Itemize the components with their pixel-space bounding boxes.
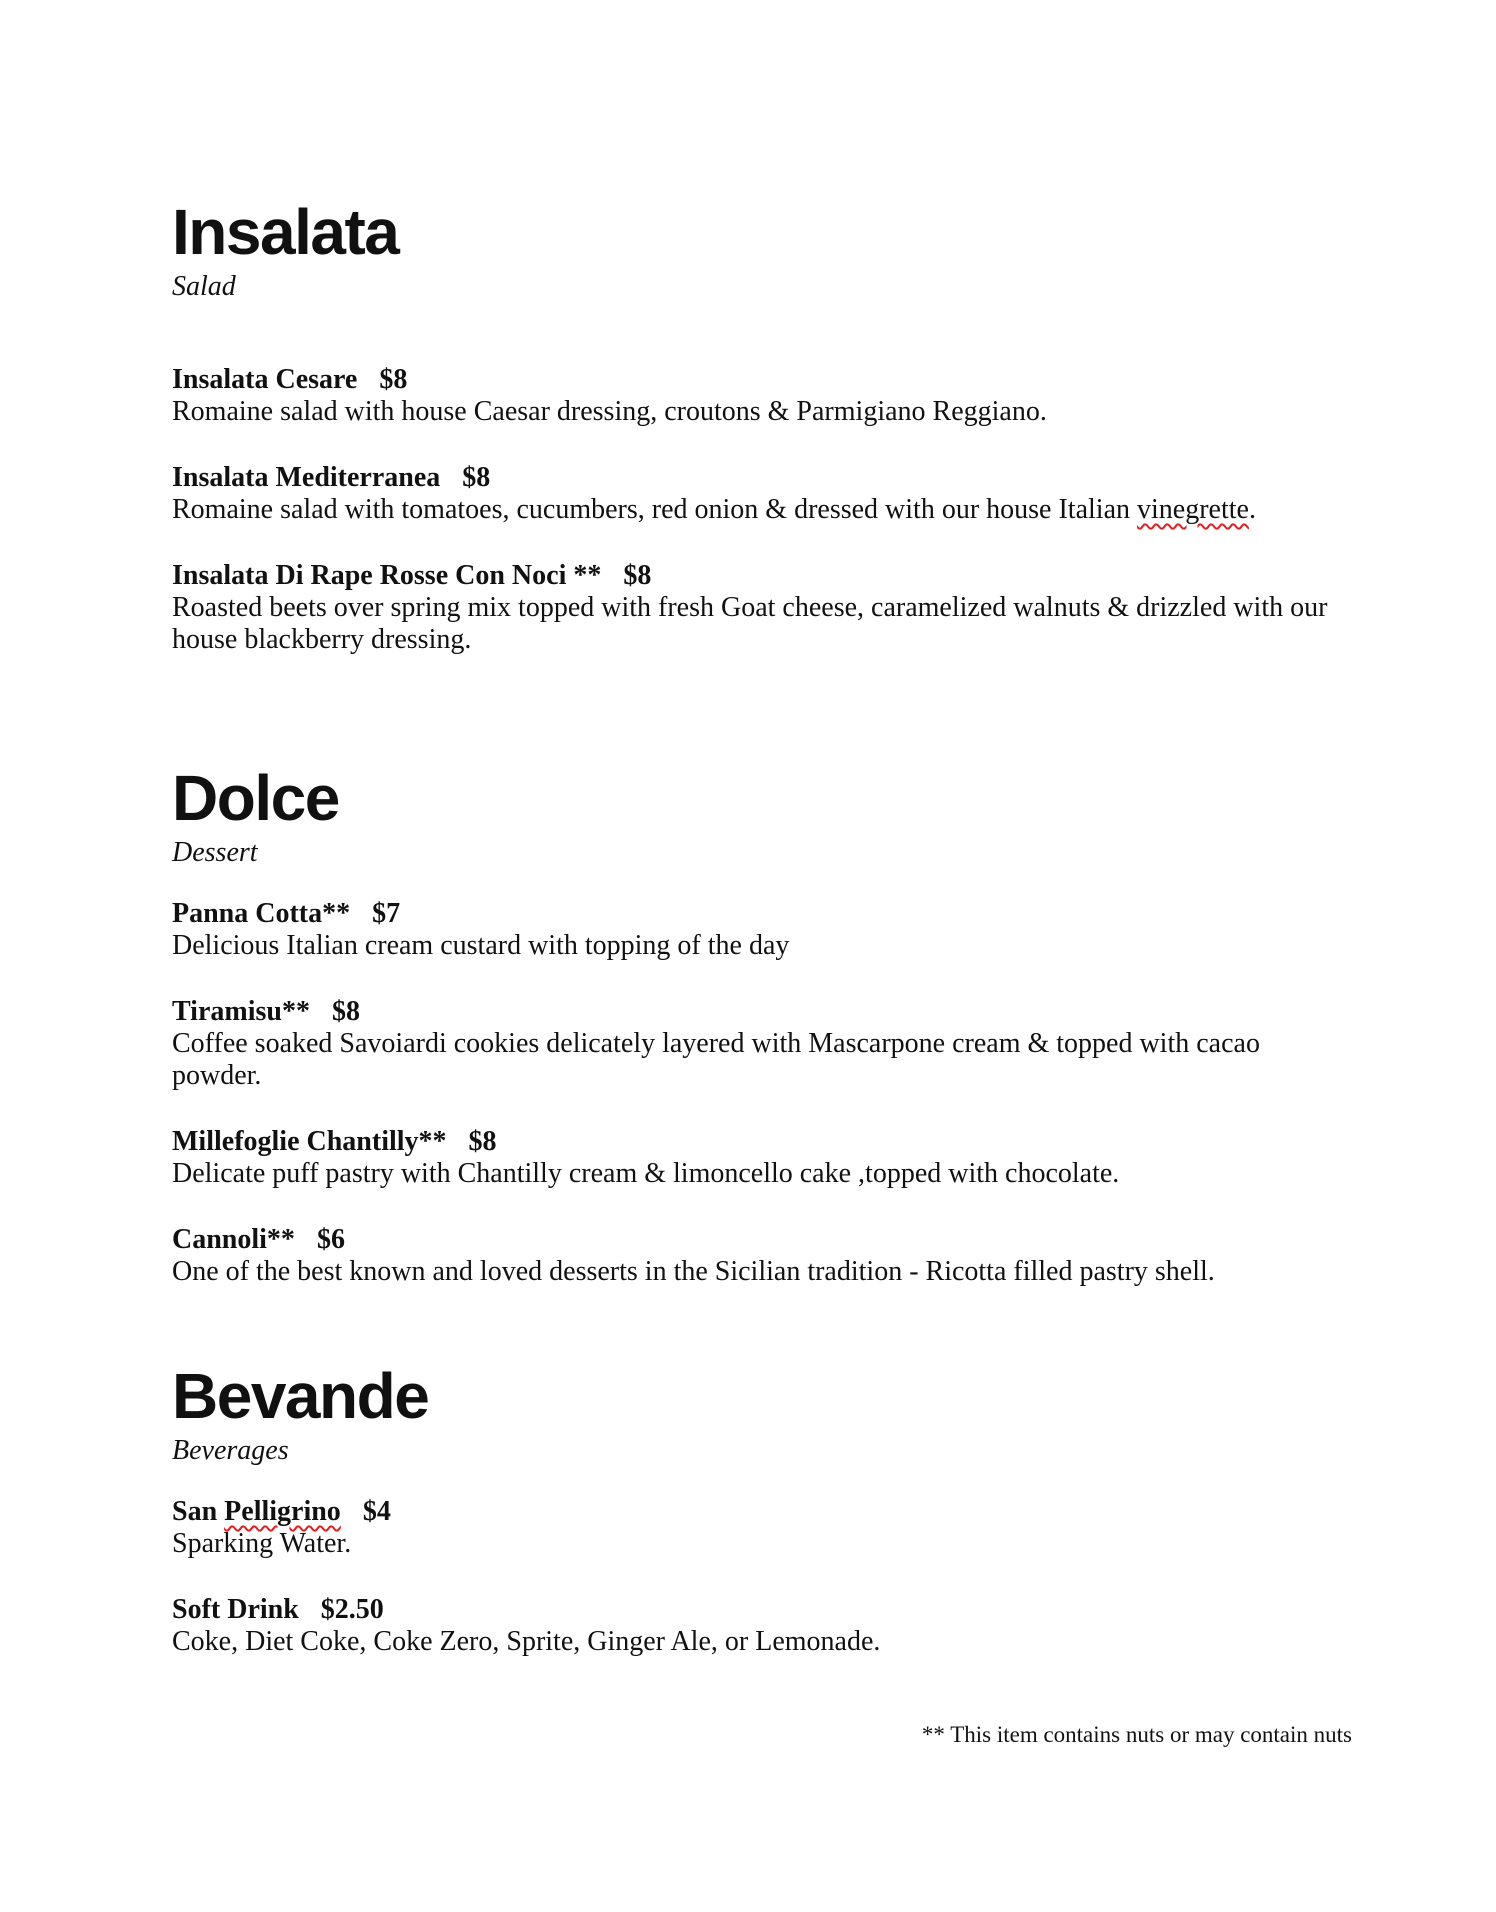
item-name: Insalata Cesare (172, 364, 358, 395)
menu-item (172, 996, 1352, 1092)
item-name: Insalata Di Rape Rosse Con Noci ** (172, 560, 602, 591)
item-name: Insalata Mediterranea (172, 462, 441, 493)
nuts-footnote: ** This item contains nuts or may contain nuts (921, 1722, 1352, 1747)
section-subtitle: Beverages (172, 1435, 289, 1466)
item-description: Roasted beets over spring mix topped with fresh Goat cheese, caramelized walnuts & drizzled with our house blackberry dressing. (172, 592, 1328, 655)
item-header (172, 1224, 1352, 1256)
section-subtitle: Salad (172, 271, 236, 302)
menu-item (172, 462, 1352, 526)
item-price: $8 (462, 462, 491, 493)
item-name: Tiramisu** (172, 996, 310, 1027)
item-price: $8 (379, 364, 408, 395)
spellcheck-flagged-word[interactable]: vinegrette (1137, 494, 1249, 525)
menu-item (172, 1496, 1352, 1560)
item-header (172, 996, 1352, 1028)
item-price: $8 (623, 560, 652, 591)
item-price: $8 (468, 1126, 497, 1157)
menu-item (172, 898, 1352, 962)
section-title: Insalata (172, 196, 399, 268)
item-name: Cannoli** (172, 1224, 295, 1255)
item-header (172, 560, 1352, 592)
item-header (172, 364, 1352, 396)
section-title: Bevande (172, 1360, 429, 1432)
item-header (172, 1594, 1352, 1626)
menu-item (172, 560, 1352, 656)
item-description: Sparking Water. (172, 1528, 352, 1559)
item-price: $4 (362, 1496, 391, 1527)
item-description: Coke, Diet Coke, Coke Zero, Sprite, Ginger Ale, or Lemonade. (172, 1626, 881, 1657)
menu-item (172, 1224, 1352, 1288)
spellcheck-flagged-word[interactable]: Pelligrino (224, 1496, 341, 1527)
item-description (172, 494, 1352, 526)
item-description-text: . (1248, 494, 1256, 525)
item-description: Romaine salad with house Caesar dressing, croutons & Parmigiano Reggiano. (172, 396, 1047, 427)
item-header (172, 1496, 1352, 1528)
item-header (172, 462, 1352, 494)
item-price: $6 (316, 1224, 345, 1255)
item-price: $8 (331, 996, 360, 1027)
item-price: $2.50 (320, 1594, 384, 1625)
section-dolce (172, 762, 1352, 1287)
section-bevande (172, 1360, 1352, 1657)
menu-item (172, 1594, 1352, 1658)
item-description: Coffee soaked Savoiardi cookies delicately layered with Mascarpone cream & topped with cacao powder. (172, 1028, 1260, 1091)
section-subtitle: Dessert (172, 837, 258, 868)
item-name: Soft Drink (172, 1594, 299, 1625)
item-name: San (172, 1496, 225, 1527)
item-description: Delicate puff pastry with Chantilly cream & limoncello cake ,topped with chocolate. (172, 1158, 1120, 1189)
item-description-text: Romaine salad with tomatoes, cucumbers, red onion & dressed with our house Italian (172, 494, 1138, 525)
item-description: Delicious Italian cream custard with topping of the day (172, 930, 790, 961)
item-name: Panna Cotta** (172, 898, 351, 929)
item-price: $7 (372, 898, 401, 929)
section-insalata (172, 196, 1352, 655)
menu-item (172, 364, 1352, 428)
menu-item (172, 1126, 1352, 1190)
item-header (172, 898, 1352, 930)
item-description: One of the best known and loved desserts in the Sicilian tradition - Ricotta filled pastry shell. (172, 1256, 1215, 1287)
section-title: Dolce (172, 762, 339, 834)
item-name: Millefoglie Chantilly** (172, 1126, 447, 1157)
item-header (172, 1126, 1352, 1158)
